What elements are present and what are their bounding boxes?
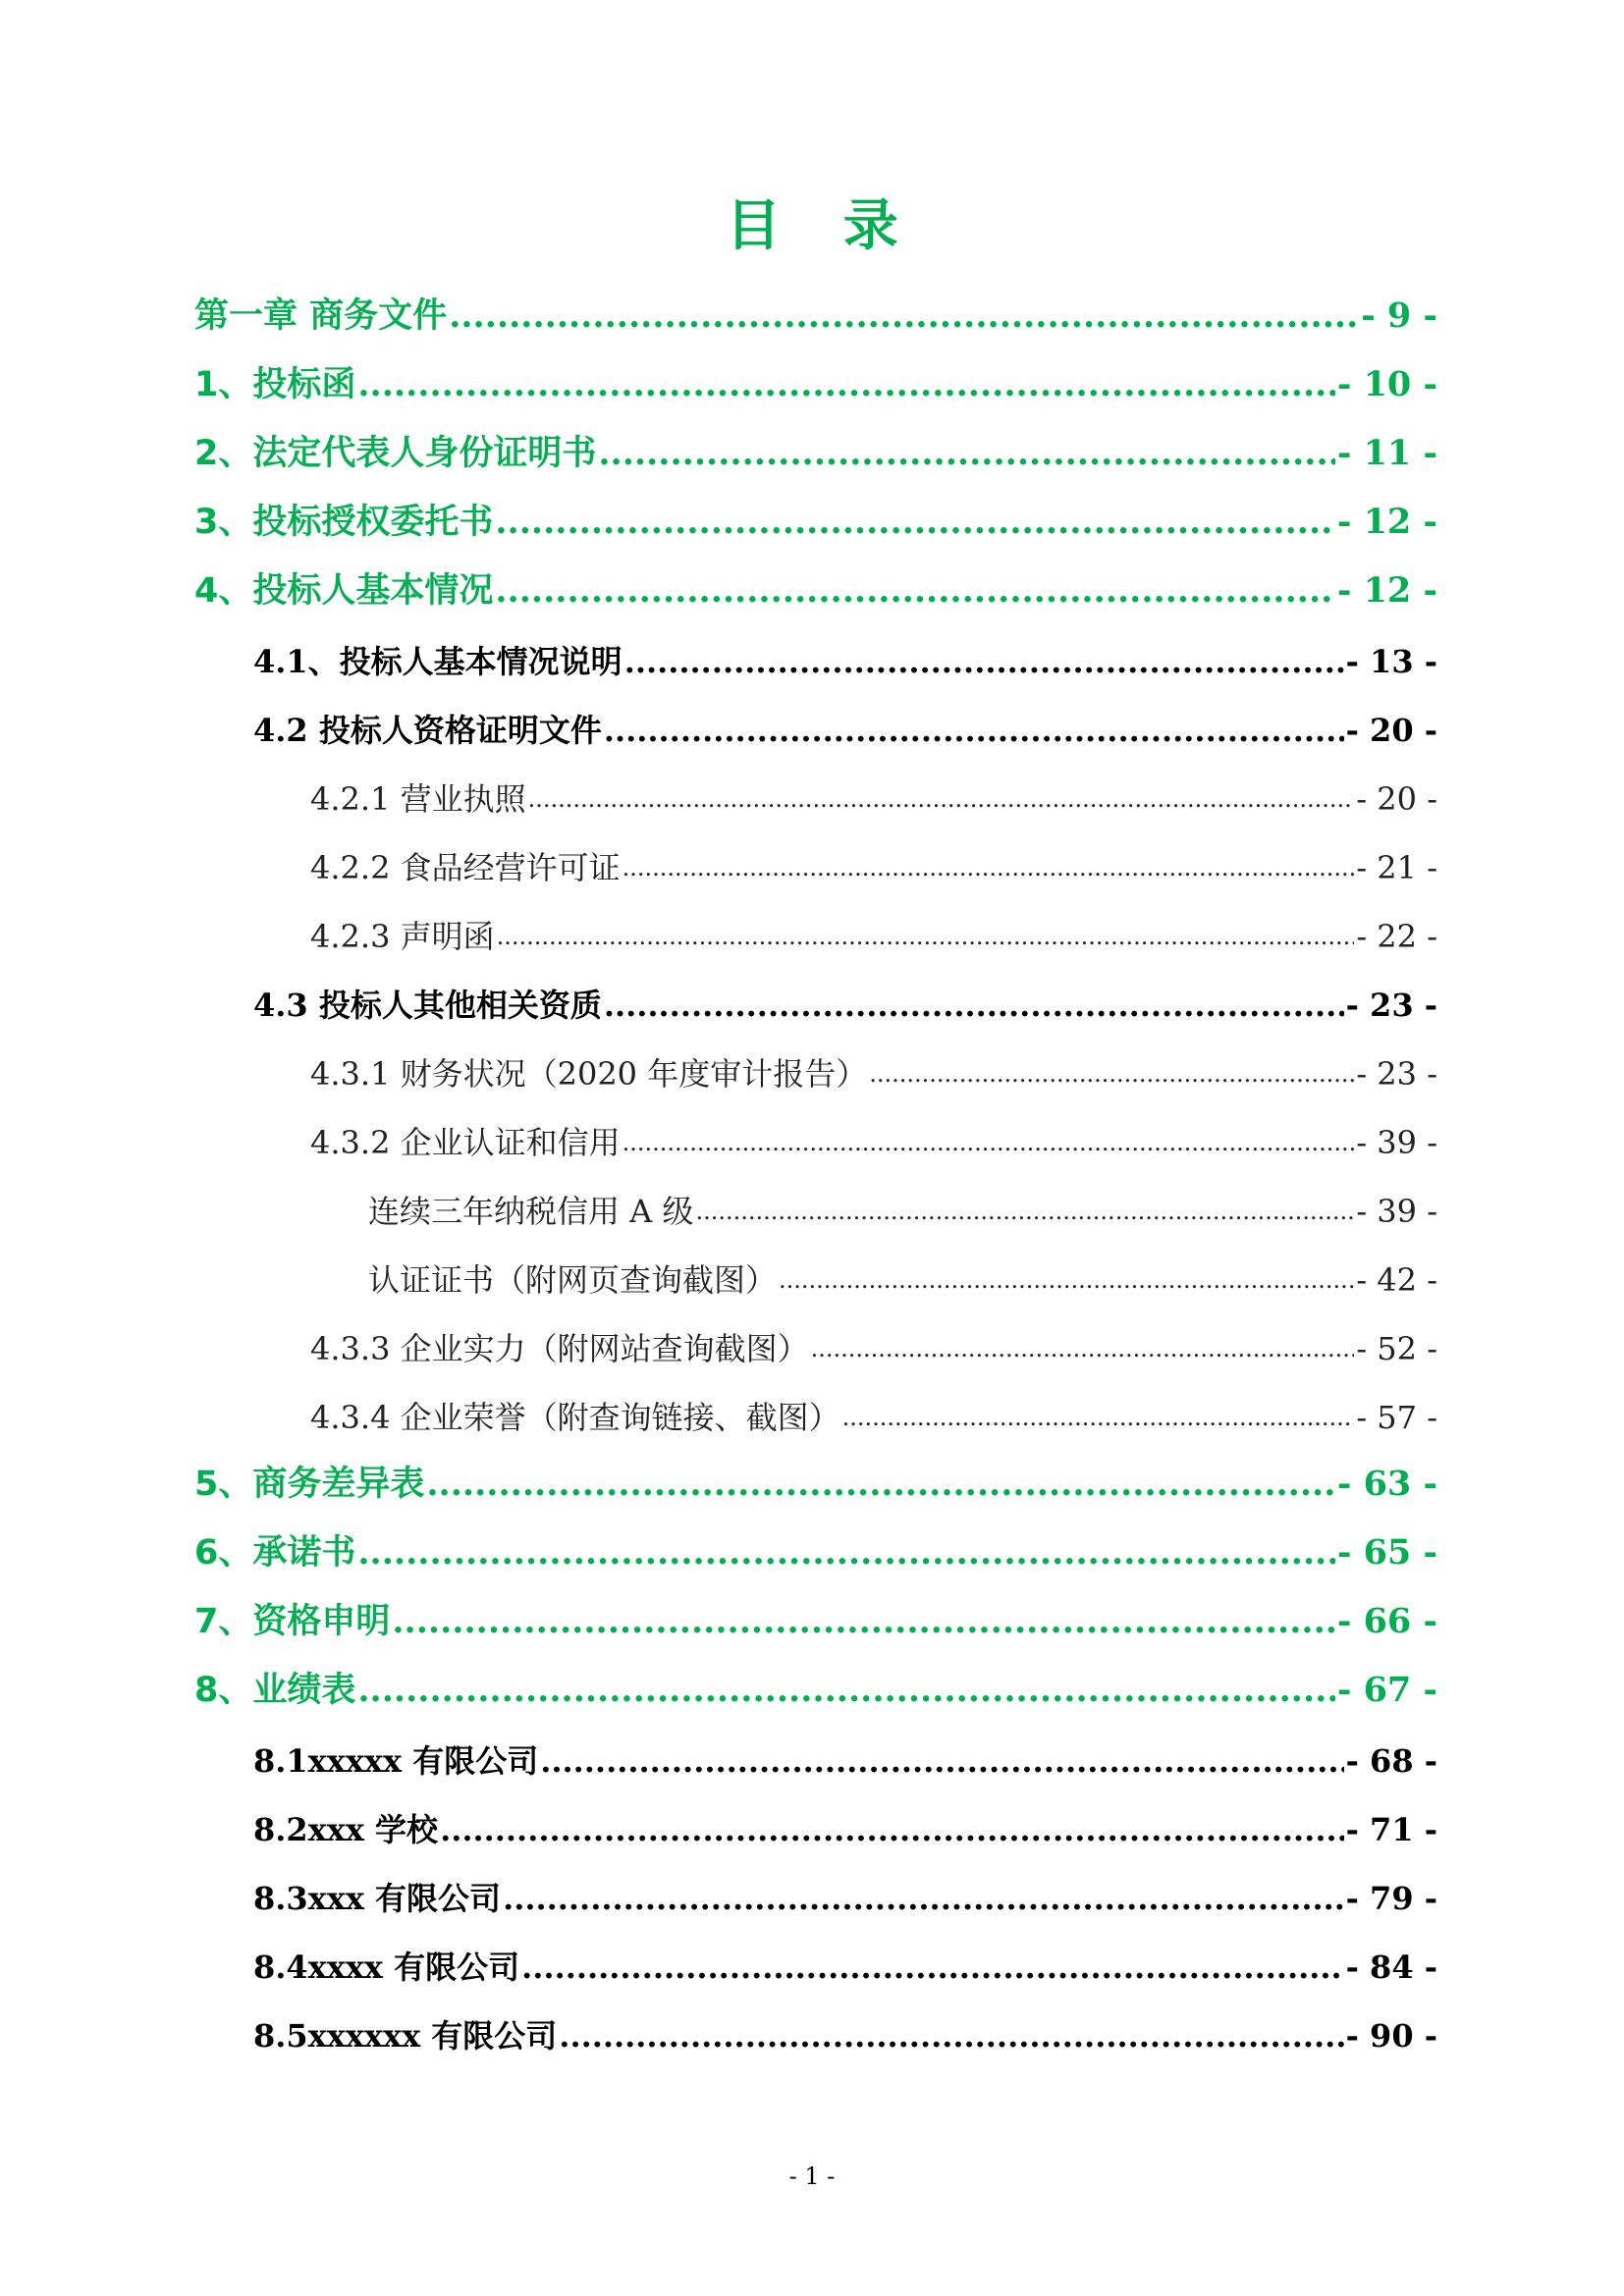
toc-entry-label: 4.2.2 食品经营许可证 <box>310 849 621 886</box>
toc-entry-page: - 13 - <box>1345 643 1437 680</box>
toc-leader-dots <box>521 1948 1343 1987</box>
toc-entry-label: 3、投标授权委托书 <box>194 503 494 542</box>
toc-entry[interactable] <box>194 414 1437 475</box>
toc-entry-label: 8.4xxxx 有限公司 <box>253 1949 520 1986</box>
toc-entry-page: - 65 - <box>1336 1532 1437 1573</box>
toc-entry[interactable] <box>194 1582 1437 1643</box>
toc-entry[interactable] <box>310 1376 1437 1437</box>
toc-entry[interactable] <box>253 1720 1437 1781</box>
toc-entry-page: - 22 - <box>1356 918 1437 955</box>
toc-entry-page: - 71 - <box>1345 1811 1437 1848</box>
toc-leader-dots <box>604 711 1344 750</box>
toc-entry-label: 4.2 投标人资格证明文件 <box>253 712 602 749</box>
toc-leader-dots <box>426 1463 1335 1506</box>
toc-entry[interactable] <box>368 1239 1437 1300</box>
toc-leader-dots <box>495 501 1335 544</box>
toc-entry-label: 8.5xxxxxx 有限公司 <box>253 2017 558 2055</box>
toc-leader-dots <box>623 848 1355 887</box>
toc-entry-page: - 52 - <box>1356 1330 1437 1367</box>
toc-entry-page: - 20 - <box>1356 780 1437 818</box>
toc-leader-dots <box>357 363 1335 406</box>
toc-entry[interactable] <box>310 827 1437 887</box>
toc-entry-page: - 21 - <box>1356 849 1437 886</box>
toc-entry-label: 8.2xxx 学校 <box>253 1811 439 1848</box>
footer-page-number: - 1 - <box>788 2163 836 2190</box>
toc-entry-label: 4.3.3 企业实力（附网站查询截图） <box>310 1330 809 1367</box>
toc-entry[interactable] <box>310 1101 1437 1162</box>
toc-leader-dots <box>598 432 1335 475</box>
toc-entry-page: - 63 - <box>1336 1464 1437 1504</box>
toc-entry[interactable] <box>253 689 1437 750</box>
toc-leader-dots <box>392 1600 1335 1643</box>
toc-entry-label: 连续三年纳税信用 A 级 <box>368 1193 694 1230</box>
toc-entry[interactable] <box>310 1033 1437 1094</box>
toc-entry-page: - 11 - <box>1336 433 1437 473</box>
toc-entry[interactable] <box>310 895 1437 956</box>
toc-entry-label: 认证证书（附网页查询截图） <box>368 1261 778 1299</box>
toc-entry[interactable] <box>253 964 1437 1025</box>
toc-entry-label: 4、投标人基本情况 <box>194 571 494 611</box>
toc-entry[interactable] <box>253 1789 1437 1849</box>
toc-leader-dots <box>811 1329 1355 1368</box>
toc-entry-page: - 20 - <box>1345 712 1437 749</box>
toc-entry[interactable] <box>368 1170 1437 1231</box>
toc-leader-dots <box>357 1531 1335 1575</box>
toc-entry-label: 7、资格申明 <box>194 1602 391 1641</box>
toc-entry[interactable] <box>310 1308 1437 1368</box>
toc-leader-dots <box>624 642 1344 681</box>
toc-leader-dots <box>528 779 1355 819</box>
toc-entry-page: - 67 - <box>1336 1670 1437 1710</box>
toc-entry-page: - 23 - <box>1345 987 1437 1024</box>
toc-entry[interactable] <box>253 1995 1437 2056</box>
toc-entry-page: - 84 - <box>1345 1949 1437 1986</box>
toc-entry-label: 8、业绩表 <box>194 1671 356 1710</box>
toc-leader-dots <box>503 1879 1344 1918</box>
toc-entry-page: - 10 - <box>1336 364 1437 404</box>
toc-leader-dots <box>357 1669 1335 1712</box>
toc-entry[interactable] <box>253 1857 1437 1918</box>
toc-leader-dots <box>440 1810 1344 1849</box>
toc-entry[interactable] <box>253 1926 1437 1987</box>
toc-entry-label: 2、法定代表人身份证明书 <box>194 434 597 473</box>
toc-entry-page: - 42 - <box>1356 1261 1437 1299</box>
toc-leader-dots <box>623 1123 1355 1162</box>
toc-entry-label: 4.3 投标人其他相关资质 <box>253 987 602 1024</box>
toc-entry-label: 4.3.4 企业荣誉（附查询链接、截图） <box>310 1399 840 1436</box>
toc-entry[interactable] <box>194 1651 1437 1712</box>
toc-entry[interactable] <box>194 346 1437 406</box>
toc-entry-page: - 66 - <box>1336 1601 1437 1641</box>
toc-entry-label: 4.2.1 营业执照 <box>310 780 526 818</box>
toc-entry-page: - 12 - <box>1336 570 1437 611</box>
toc-entry-page: - 90 - <box>1345 2017 1437 2055</box>
toc-entry-label: 6、承诺书 <box>194 1533 356 1573</box>
toc-entry-page: - 23 - <box>1356 1055 1437 1093</box>
toc-leader-dots <box>497 917 1355 956</box>
toc-entry-page: - 39 - <box>1356 1193 1437 1230</box>
toc-entry-page: - 9 - <box>1361 295 1437 336</box>
toc-entry[interactable] <box>194 1445 1437 1506</box>
page-title: 目 录 <box>726 194 920 258</box>
toc-entry[interactable] <box>194 483 1437 544</box>
toc-leader-dots <box>779 1260 1354 1300</box>
toc-entry-page: - 68 - <box>1345 1742 1437 1780</box>
toc-leader-dots <box>495 569 1335 613</box>
toc-entry[interactable] <box>194 552 1437 613</box>
toc-entry[interactable] <box>194 1514 1437 1575</box>
toc-entry[interactable] <box>310 758 1437 819</box>
toc-entry-label: 第一章 商务文件 <box>194 296 448 336</box>
toc-entry-label: 8.3xxx 有限公司 <box>253 1880 502 1917</box>
toc-leader-dots <box>540 1741 1343 1781</box>
toc-leader-dots <box>869 1054 1354 1094</box>
toc-entry-label: 4.1、投标人基本情况说明 <box>253 643 623 680</box>
toc-entry-label: 4.3.2 企业认证和信用 <box>310 1124 621 1161</box>
toc-entry[interactable] <box>253 620 1437 681</box>
toc-leader-dots <box>604 986 1344 1025</box>
toc-entry-page: - 57 - <box>1356 1399 1437 1436</box>
toc-leader-dots <box>559 2016 1343 2056</box>
toc-entry-page: - 79 - <box>1345 1880 1437 1917</box>
toc-entry-page: - 39 - <box>1356 1124 1437 1161</box>
toc-entry-page: - 12 - <box>1336 502 1437 542</box>
toc-entry[interactable] <box>194 277 1437 338</box>
toc-entry-label: 1、投标函 <box>194 365 356 404</box>
toc-leader-dots <box>449 294 1359 338</box>
toc-leader-dots <box>842 1398 1355 1437</box>
toc-entry-label: 4.3.1 财务状况（2020 年度审计报告） <box>310 1055 868 1093</box>
toc-entry-label: 5、商务差异表 <box>194 1465 425 1504</box>
toc-entry-label: 4.2.3 声明函 <box>310 918 495 955</box>
toc-leader-dots <box>695 1192 1354 1231</box>
toc-entry-label: 8.1xxxxx 有限公司 <box>253 1742 539 1780</box>
